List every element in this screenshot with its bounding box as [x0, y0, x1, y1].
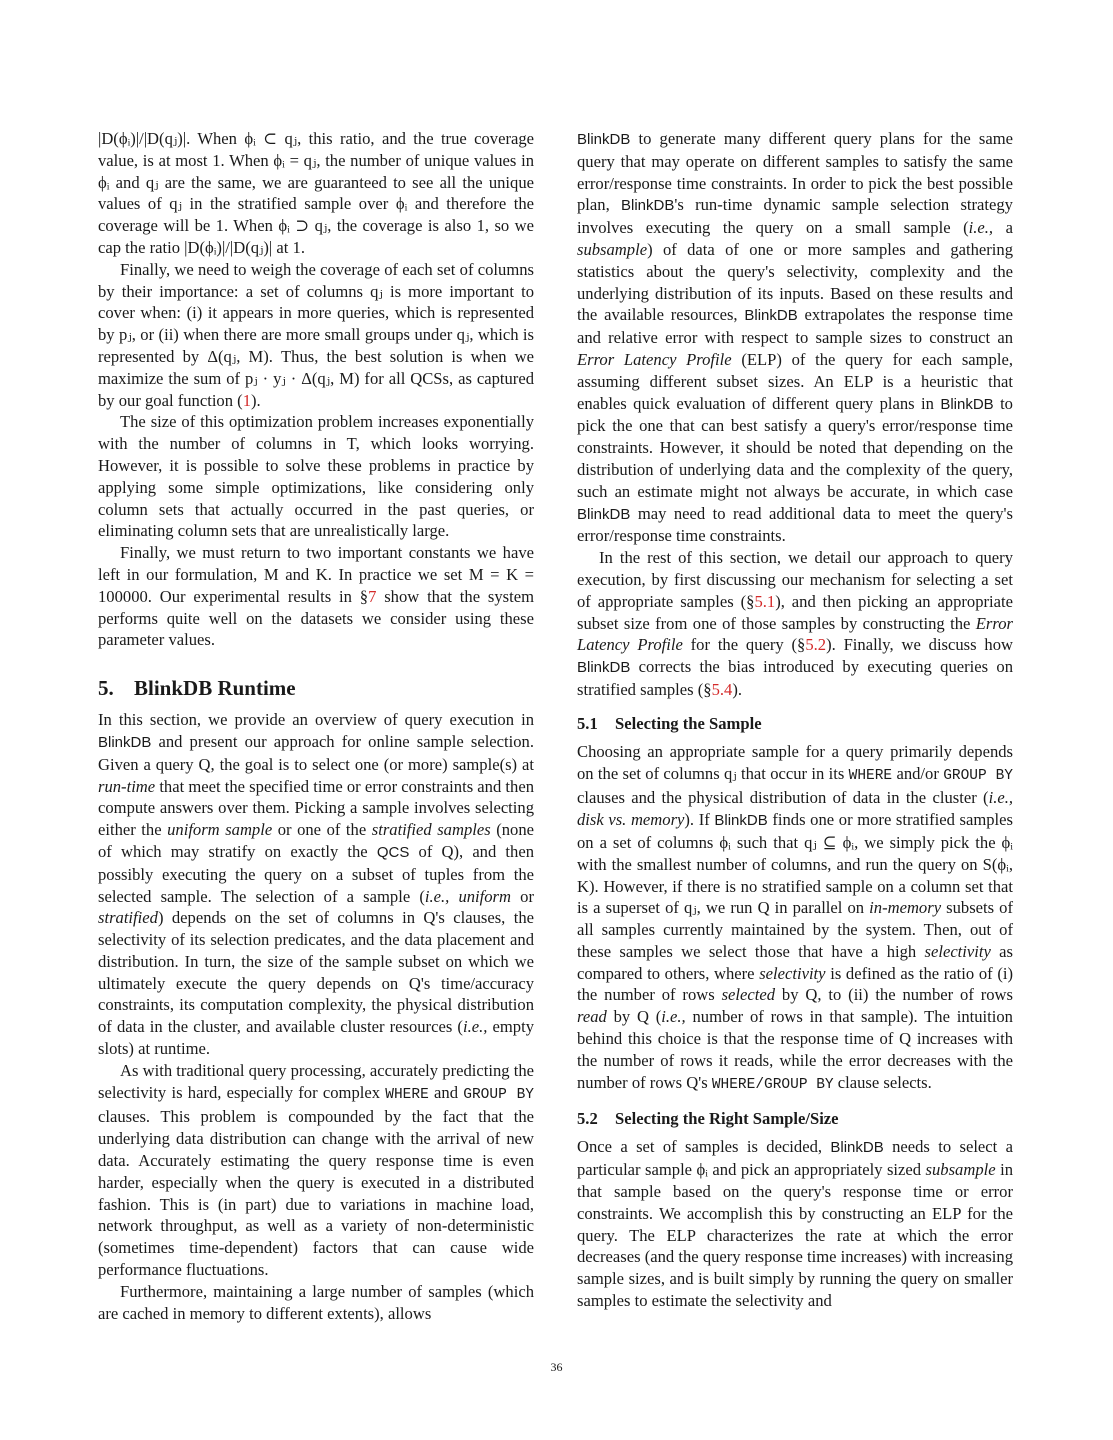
section-ref-5-2[interactable]: 5.2: [805, 635, 827, 655]
equation-ref-1[interactable]: 1: [242, 390, 251, 410]
paragraph-many-samples: Furthermore, maintaining a large number of samples (which are cached in memory to different extents), allows: [98, 1281, 534, 1323]
paragraph-coverage: |D(ϕᵢ)|/|D(qⱼ)|. When ϕᵢ ⊂ qⱼ, this ratio, and the true coverage value, is at most 1. When ϕᵢ = qⱼ, the number of unique values in ϕᵢ and qⱼ are the same, we are guaranteed to see all the unique values of qⱼ in the stratified sample over ϕᵢ and therefore the coverage will be 1. When ϕᵢ ⊃ qⱼ, the coverage is also 1, so we cap the ratio |D(ϕᵢ)|/|D(qⱼ)| at 1.: [98, 129, 534, 257]
paragraph-optimization-size: The size of this optimization problem increases exponentially with the number of columns in T, which looks worrying. However, it is possible to solve these problems in practice by applying some simple optimizations, like considering only column sets that actually occurred in the past queries, or eliminating column sets that are unrealistically large.: [98, 412, 534, 541]
section-heading-5-2: 5.2 Selecting the Right Sample/Size: [577, 1109, 839, 1129]
right-column: [577, 128, 1013, 1312]
section-heading-5-1: 5.1 Selecting the Sample: [577, 713, 762, 733]
section-heading-5: 5. BlinkDB Runtime: [98, 676, 296, 701]
section-ref-5-4[interactable]: 5.4: [711, 679, 733, 699]
paragraph-weigh-coverage: Finally, we need to weigh the coverage of each set of columns by their importance: a set of columns qⱼ is more important to cover when: (i) it appears in more queries, which is represented by pⱼ, or (ii) when there are more small groups under qⱼ, which is represented by Δ(qⱼ, M). Thus, the best solution is when we maximize the sum of pⱼ · yⱼ · Δ(qⱼ, M) for all QCSs, as captured by our goal function (1).: [98, 259, 534, 410]
paragraph-selecting-sample: Choosing an appropriate sample for a query primarily depends on the set of columns qⱼ that occur in its WHERE and/or GROUP BY clauses and the physical distribution of data in the cluster (i.e., disk vs. memory). If BlinkDB finds one or more stratified samples on a set of columns ϕᵢ such that qⱼ ⊆ ϕᵢ, we simply pick the ϕᵢ with the smallest number of columns, and run the query on S(ϕᵢ, K). However, if there is no stratified sample on a column set that is a superset of qⱼ, we run Q in parallel on in-memory subsets of all samples currently maintained by the system. Then, out of these samples we select those that have a high selectivity as compared to others, where selectivity is defined as the ratio of (i) the number of rows selected by Q, to (ii) the number of rows read by Q (i.e., number of rows in that sample). The intuition behind this choice is that the response time of Q increases with the number of rows it reads, while the error decreases with the number of rows Q's WHERE/GROUP BY clause selects.: [577, 741, 1014, 1093]
section-ref-5-1[interactable]: 5.1: [754, 591, 776, 611]
paragraph-right-sample-size: Once a set of samples is decided, BlinkDB needs to select a particular sample ϕᵢ and pick an appropriately sized subsample in that sample based on the query's response time or error constraints. We accomplish this by constructing an ELP for the query. The ELP characterizes the rate at which the error decreases (and the query response time increases) with increasing sample sizes, and is built simply by running the query on smaller samples to estimate the selectivity and: [577, 1137, 1013, 1311]
paragraph-selectivity-prediction: As with traditional query processing, accurately predicting the selectivity is hard, especially for complex WHERE and GROUP BY clauses. This problem is compounded by the fact that the underlying data distribution can change with the arrival of new data. Accurately estimating the query response time is even harder, especially when the query is executed in a distributed fashion. This is (in part) due to variations in machine load, network throughput, as well as a variety of non-deterministic (sometimes time-dependent) factors that can cause wide performance fluctuations.: [98, 1060, 534, 1280]
left-column: [98, 128, 534, 1324]
paragraph-constants: Finally, we must return to two important constants we have left in our formulation, M and K. In practice we set M = K = 100000. Our experimental results in §7 show that the system performs quite well on the datasets we consider using these parameter values.: [98, 543, 534, 650]
page-number: 36: [550, 1360, 563, 1374]
paragraph-section-roadmap: In the rest of this section, we detail our approach to query execution, by first discussing our mechanism for selecting a set of appropriate samples (§5.1), and then picking an appropriate subset size from one of those samples by constructing the Error Latency Profile for the query (§5.2). Finally, we discuss how BlinkDB corrects the bias introduced by executing queries on stratified samples (§5.4).: [577, 548, 1013, 699]
paragraph-query-plans: BlinkDB to generate many different query plans for the same query that may operate on different samples to satisfy the same error/response time constraints. In order to pick the best possible plan, BlinkDB's run-time dynamic sample selection strategy involves executing the query on a small sample (i.e., a subsample) of data of one or more samples and gathering statistics about the query's selectivity, complexity and the underlying distribution of its inputs. Based on these results and the available resources, BlinkDB extrapolates the response time and relative error with respect to sample sizes to construct an Error Latency Profile (ELP) of the query for each sample, assuming different subset sizes. An ELP is a heuristic that enables quick evaluation of different query plans in BlinkDB to pick the one that can best satisfy a query's error/response time constraints. However, it should be noted that depending on the distribution of underlying data and the complexity of the query, such an estimate might not always be accurate, in which case BlinkDB may need to read additional data to meet the query's error/response time constraints.: [577, 129, 1013, 546]
paragraph-runtime-overview: In this section, we provide an overview of query execution in BlinkDB and present our approach for online sample selection. Given a query Q, the goal is to select one (or more) sample(s) at run-time that meet the specified time or error constraints and then compute answers over them. Picking a sample involves selecting either the uniform sample or one of the stratified samples (none of which may stratify on exactly the QCS of Q), and then possibly executing the query on a subset of tuples from the selected sample. The selection of a sample (i.e., uniform or stratified) depends on the set of columns in Q's clauses, the selectivity of its selection predicates, and the data placement and distribution. In turn, the size of the sample subset on which we ultimately execute the query depends on Q's time/accuracy constraints, its computation complexity, the physical distribution of data in the cluster, and available cluster resources (i.e., empty slots) at runtime.: [98, 710, 535, 1059]
section-ref-7[interactable]: 7: [368, 586, 377, 606]
